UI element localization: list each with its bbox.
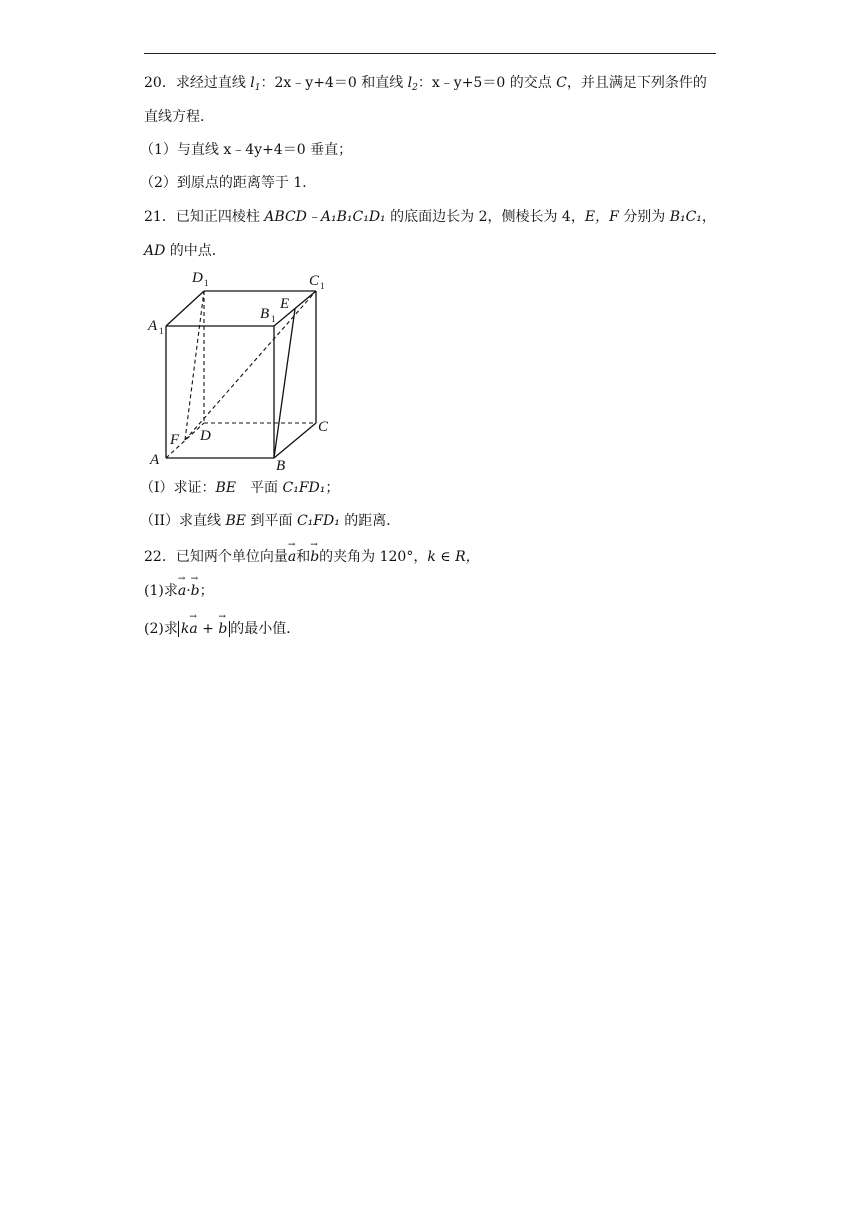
q21-part-1: （I）求证：BE 平面 C₁FD₁； [140,480,340,496]
label-d: D [200,428,211,444]
edge-bc [274,423,316,458]
magnitude-expression: k→ a + → b [178,621,230,637]
prism-figure [144,268,344,473]
label-c1: C [309,273,320,289]
header-rule [144,53,716,54]
q22-part-1: (1)求→ a·→ b； [144,581,214,601]
svg-text:1: 1 [204,278,209,288]
q22-number: 22． [144,549,176,565]
label-d1: D [192,270,203,286]
label-c: C [318,419,329,435]
label-e: E [280,296,290,312]
q20-line-1: 20．求经过直线 $l_1$：2x﹣y+4＝0 和直线 $l_2$：x﹣y+5＝0 的交点 C，并且满足下列条件的 [144,75,707,93]
q21-part-2: （II）求直线 BE 到平面 C₁FD₁ 的距离． [140,513,401,529]
q22-line-1: 22．已知两个单位向量→ a和→ b的夹角为 120°，k ∈ R， [144,547,480,567]
svg-text:1: 1 [320,281,325,291]
q20-line-2: 直线方程． [144,109,214,125]
svg-text:1: 1 [159,326,164,336]
label-b1: B [260,306,270,322]
svg-text:1: 1 [271,314,276,324]
vector-a: → a [288,547,296,567]
q20-part-1: （1）与直线 x﹣4y+4＝0 垂直； [140,142,353,158]
q21-line-2: AD 的中点． [144,243,226,259]
segment-be [274,309,295,458]
q22-part-2: (2)求 k→ a + → b 的最小值． [144,619,300,639]
q21-line-1: 21．已知正四棱柱 ABCD﹣A₁B₁C₁D₁ 的底面边长为 2，侧棱长为 4，E，F 分别为 B₁C₁， [144,209,716,225]
label-b: B [276,458,286,473]
q21-number: 21． [144,209,176,225]
q20-part-2: （2）到原点的距离等于 1． [140,175,317,191]
vector-b: → b [310,547,319,567]
label-a: A [150,452,160,468]
segment-fd1 [185,291,204,440]
edge-d1a1 [166,291,204,326]
q20-number: 20． [144,75,176,91]
segment-fc1 [185,291,316,440]
label-a1: A [148,318,158,334]
label-f: F [170,432,180,448]
